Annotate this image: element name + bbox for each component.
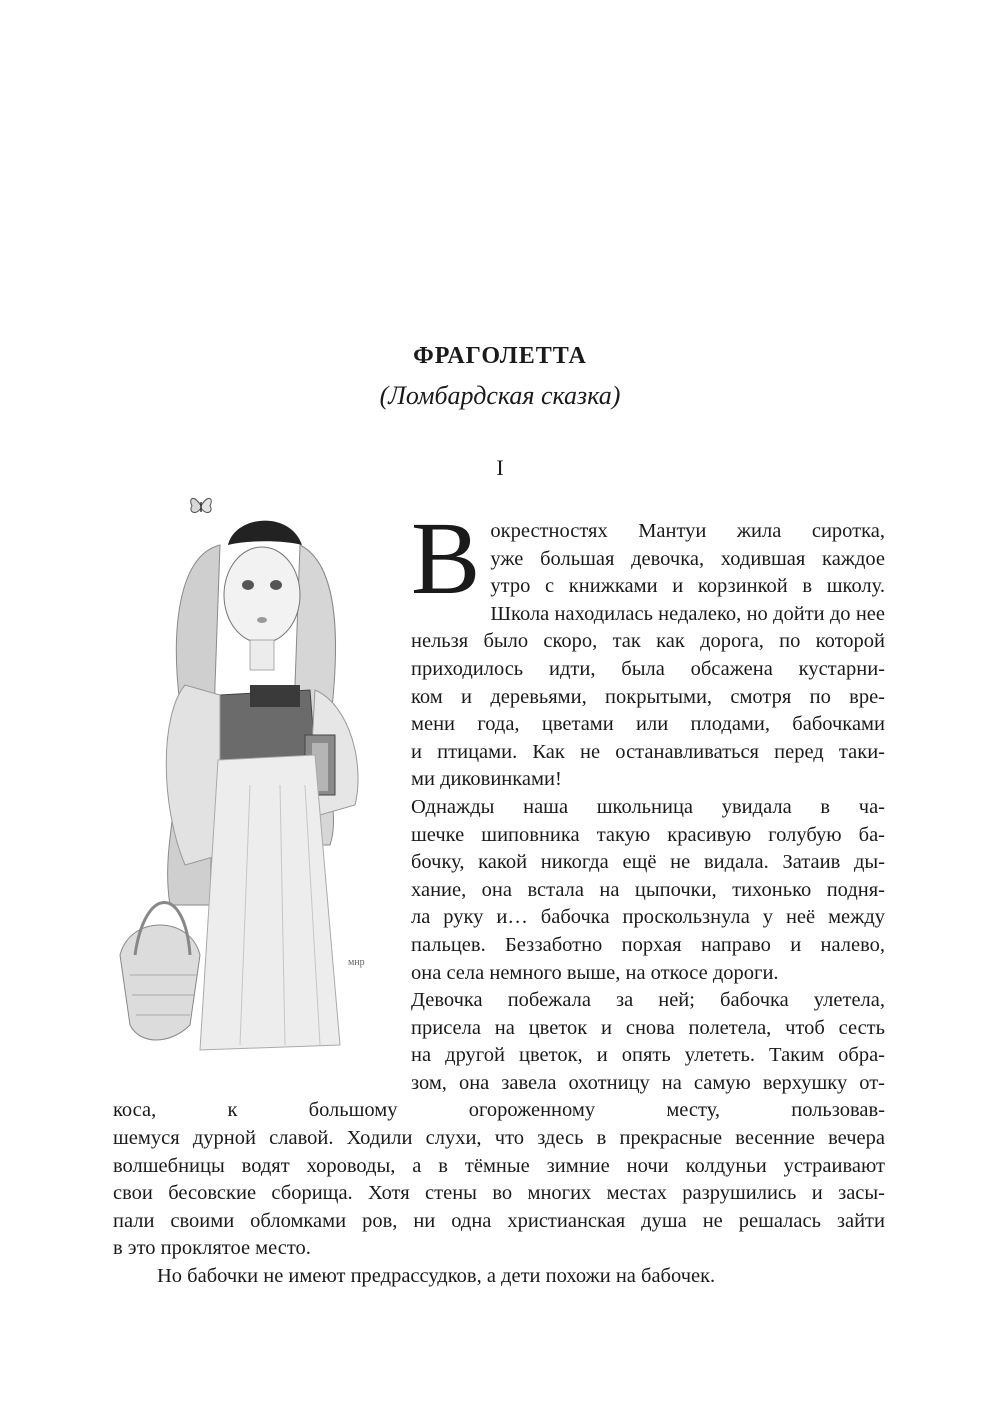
text-line: в это проклятое место. — [113, 1237, 311, 1260]
text-line: Но бабочки не имеют предрассудков, а дети похожи на бабочек. — [157, 1265, 716, 1288]
text-line: свои бесовские сборища. Хотя стены во многих местах разрушились и засы- — [113, 1182, 885, 1205]
text-line: мени года, цветами или плодами, бабочками — [411, 713, 885, 736]
text-line: нельзя было скоро, так как дорога, по которой — [411, 630, 885, 653]
text-line: и птицами. Как не останавливаться перед таки- — [411, 740, 885, 763]
text-line: на другой цветок, и опять улететь. Таким обра- — [411, 1044, 885, 1067]
story-title: ФРАГОЛЕТТА — [413, 343, 587, 369]
text-line: окрестностях Мантуи жила сиротка, — [490, 520, 885, 542]
text-line: Однажды наша школьница увидала в ча- — [411, 795, 885, 818]
text-line: пали своими обломками ров, ни одна христианская душа не решалась зайти — [113, 1209, 885, 1232]
story-text — [113, 501, 885, 1291]
text-line: утро с книжками и корзинкой в школу. — [490, 575, 885, 598]
text-line: волшебницы водят хороводы, а в тёмные зимние ночи колдуньи устраивают — [113, 1154, 885, 1177]
text-line: зом, она завела охотницу на самую верхушку от- — [411, 1071, 885, 1094]
text-line: ла руку и… бабочка проскользнула у неё между — [411, 906, 885, 929]
text-line: Школа находилась недалеко, но дойти до нее — [490, 602, 885, 625]
text-line: шечке шиповника такую красивую голубую ба- — [411, 823, 885, 846]
drop-cap: В — [411, 501, 481, 616]
text-line: бочку, какой никогда ещё не видала. Затаив ды- — [411, 851, 885, 874]
illustration-space — [113, 518, 411, 1093]
chapter-number: I — [496, 455, 504, 480]
text-line: приходилось идти, была обсажена кустарни- — [411, 657, 885, 680]
text-line: присела на цветок и снова полетела, чтоб сесть — [411, 1016, 885, 1039]
text-line: она села немного выше, на откосе дороги. — [411, 961, 779, 984]
text-line: ком и деревьями, покрытыми, смотря по вре- — [411, 685, 885, 708]
text-line: коса, к большому огороженному месту, пользовав- — [113, 1099, 885, 1122]
text-line: ми диковинками! — [411, 768, 562, 791]
text-line: уже большая девочка, ходившая каждое — [490, 547, 885, 570]
story-subtitle: (Ломбардская сказка) — [379, 381, 621, 410]
text-line: Девочка побежала за ней; бабочка улетела, — [411, 989, 885, 1012]
text-line: пальцев. Беззаботно порхая направо и налево, — [411, 933, 885, 956]
svg-text:мнр: мнр — [348, 957, 365, 968]
text-line: хание, она встала на цыпочки, тихонько подня- — [411, 878, 885, 901]
text-line: шемуся дурной славой. Ходили слухи, что здесь в прекрасные весенние вечера — [113, 1127, 885, 1150]
